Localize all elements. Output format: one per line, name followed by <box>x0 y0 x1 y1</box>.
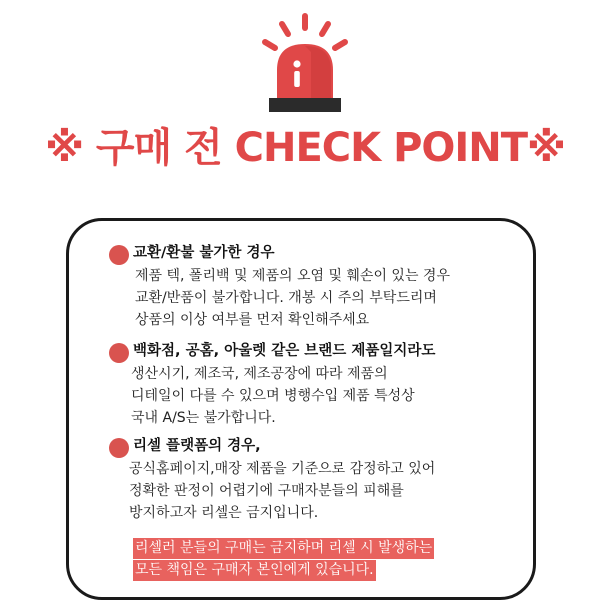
check-point-card <box>66 218 536 600</box>
bullet-icon <box>109 438 129 458</box>
siren-icon <box>255 12 355 116</box>
section-line: 생산시기, 제조국, 제조공장에 따라 제품의 <box>131 366 388 382</box>
warning-line: 모든 책임은 구매자 본인에게 있습니다. <box>133 560 376 581</box>
section-title: 리셀 플랫폼의 경우, <box>133 438 261 454</box>
resell-warning-notice <box>133 537 453 581</box>
section-line: 교환/반품이 불가합니다. 개봉 시 주의 부탁드리며 <box>135 290 437 306</box>
warning-line: 리셀러 분들의 구매는 금지하며 리셀 시 발생하는 <box>133 538 434 559</box>
section-line: 공식홈페이지,매장 제품을 기준으로 감정하고 있어 <box>129 461 436 477</box>
section-line: 방지하고자 리셀은 금지입니다. <box>129 505 319 521</box>
page-title: ※ 구매 전 CHECK POINT※ <box>45 125 565 171</box>
bullet-icon <box>109 245 129 265</box>
section-line: 국내 A/S는 불가합니다. <box>131 410 276 426</box>
section-line: 제품 텍, 폴리백 및 제품의 오염 및 훼손이 있는 경우 <box>135 268 450 284</box>
section-title: 교환/환불 불가한 경우 <box>133 245 275 261</box>
section-line: 정확한 판정이 어렵기에 구매자분들의 피해를 <box>129 483 404 499</box>
section-title: 백화점, 공홈, 아울렛 같은 브랜드 제품일지라도 <box>133 343 436 359</box>
section-line: 상품의 이상 여부를 먼저 확인해주세요 <box>135 312 370 328</box>
bullet-icon <box>109 343 129 363</box>
section-line: 디테일이 다를 수 있으며 병행수입 제품 특성상 <box>131 388 415 404</box>
